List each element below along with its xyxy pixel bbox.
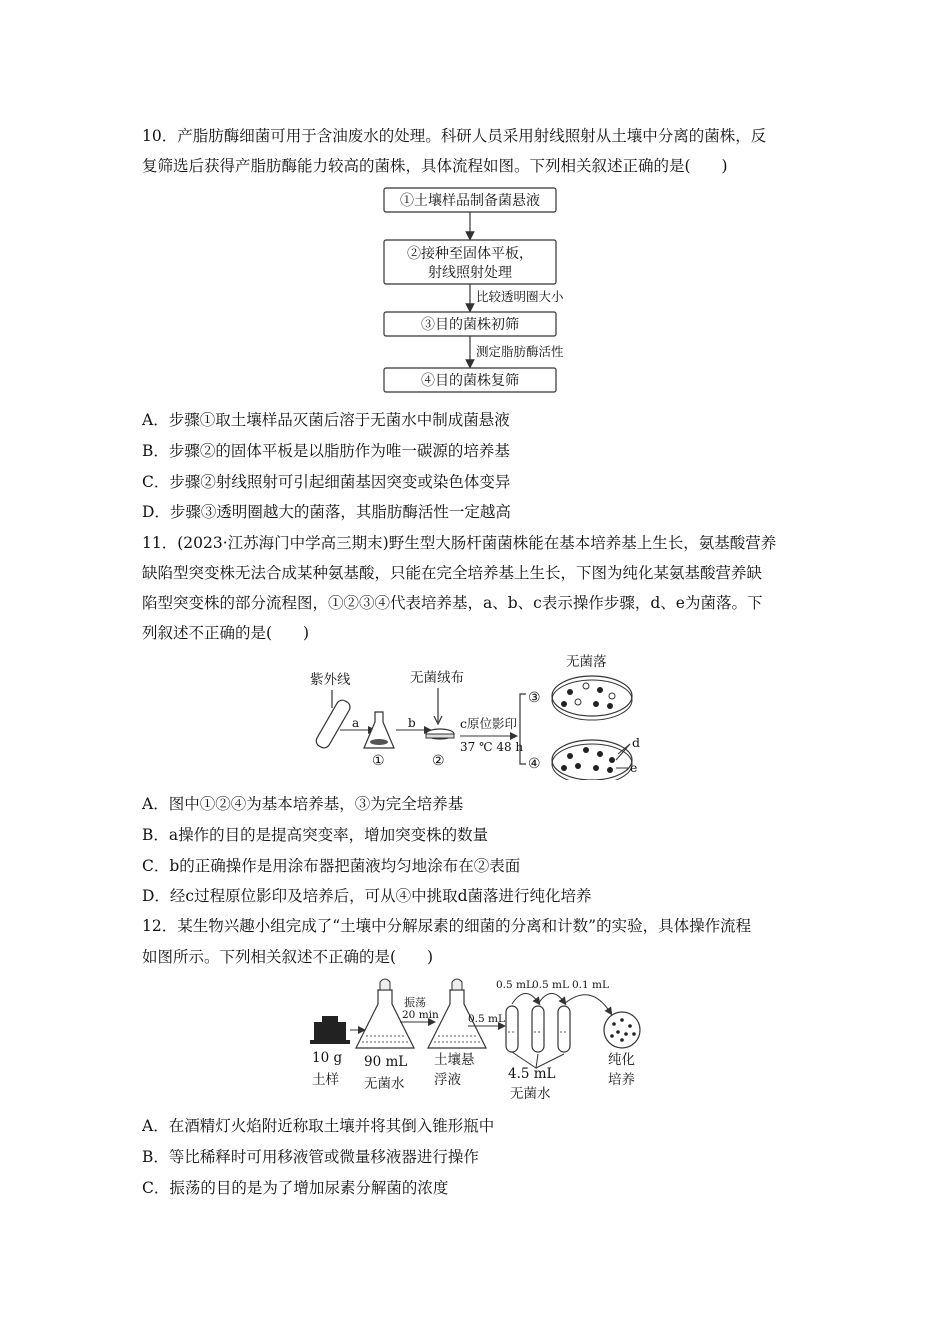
purify-label-line2: 培养 (608, 1072, 635, 1088)
tube-water-label: 无菌水 (510, 1086, 551, 1102)
velvet-label: 无菌绒布 (410, 670, 464, 686)
flow-step-3: ③目的菌株初筛 (421, 317, 519, 333)
medium-4-label: ④ (528, 756, 541, 772)
q11-stem-line1: 11．(2023·江苏海门中学高三期末)野生型大肠杆菌菌株能在基本培养基上生长，氨基酸营养 (142, 534, 777, 552)
tube-amount-label: 4.5 mL (508, 1066, 556, 1082)
q11-option-d: D．经c过程原位影印及培养后，可从④中挑取d菌落进行纯化培养 (142, 887, 592, 905)
purify-label-line1: 纯化 (608, 1052, 635, 1068)
no-colony-label: 无菌落 (566, 654, 607, 670)
soil-amount-label: 10 g (312, 1050, 343, 1066)
suspension-label-line1: 土壤悬 (434, 1052, 475, 1068)
dilution-tubes-icon (506, 993, 610, 1068)
q11-option-b: B．a操作的目的是提高突变率，增加突变株的数量 (142, 826, 489, 844)
medium-1-label: ① (372, 753, 385, 769)
q11-replica-plating-figure (300, 650, 670, 780)
plate-4-icon (552, 740, 632, 780)
culture-condition-label: 37 ℃ 48 h (460, 740, 524, 754)
soil-label: 土样 (312, 1072, 339, 1088)
q11-stem-line2: 缺陷型突变株无法合成某种氨基酸，只能在完全培养基上生长，下图为纯化某氨基酸营养缺 (142, 564, 763, 582)
medium-2-label: ② (432, 753, 445, 769)
q11-option-c: C．b的正确操作是用涂布器把菌液均匀地涂布在②表面 (142, 857, 521, 875)
flow-step-2-line2: 射线照射处理 (428, 265, 512, 281)
q12-option-c: C．振荡的目的是为了增加尿素分解菌的浓度 (142, 1179, 449, 1197)
volume-1-label: 0.5 mL (468, 1013, 505, 1025)
q10-stem-line2: 复筛选后获得产脂肪酶能力较高的菌株，具体流程如图。下列相关叙述正确的是( ) (142, 157, 728, 175)
q10-flowchart (370, 184, 590, 396)
water-amount-label: 90 mL (364, 1054, 408, 1070)
volume-2-label: 0.5 mL (496, 979, 533, 991)
uv-lamp-icon (314, 698, 352, 750)
flow-step-4: ④目的菌株复筛 (421, 373, 519, 389)
uv-label: 紫外线 (310, 672, 351, 688)
q11-stem-line3: 陷型突变株的部分流程图，①②③④代表培养基，a、b、c表示操作步骤，d、e为菌落。下 (142, 594, 763, 612)
flow-step-1: ①土壤样品制备菌悬液 (400, 193, 540, 209)
plate-2-icon (426, 729, 454, 739)
step-c-label: c原位影印 (460, 716, 518, 731)
step-b-label: b (408, 716, 416, 730)
q10-option-b: B．步骤②的固体平板是以脂肪作为唯一碳源的培养基 (142, 442, 510, 460)
flow-arrow-label-3: 测定脂肪酶活性 (476, 344, 564, 359)
q12-option-b: B．等比稀释时可用移液管或微量移液器进行操作 (142, 1148, 479, 1166)
colony-d-label: d (632, 735, 641, 750)
q12-stem-line2: 如图所示。下列相关叙述不正确的是( ) (142, 948, 434, 966)
sterile-water-label: 无菌水 (364, 1076, 405, 1092)
q12-stem-line1: 12．某生物兴趣小组完成了“土壤中分解尿素的细菌的分离和计数”的实验，具体操作流程 (142, 917, 752, 935)
shake-time-label: 20 min (402, 1009, 439, 1021)
q12-dilution-figure (300, 972, 660, 1104)
q12-option-a: A．在酒精灯火焰附近称取土壤并将其倒入锥形瓶中 (142, 1117, 495, 1135)
q10-option-d: D．步骤③透明圈越大的菌落，其脂肪酶活性一定越高 (142, 503, 511, 521)
step-a-label: a (352, 716, 360, 730)
culture-plate-icon (604, 1012, 640, 1048)
shake-label: 振荡 (404, 996, 426, 1009)
flow-step-2-line1: ②接种至固体平板， (407, 246, 533, 262)
volume-4-label: 0.1 mL (572, 979, 609, 991)
q11-option-a: A．图中①②④为基本培养基，③为完全培养基 (142, 795, 464, 813)
q11-stem-line4: 列叙述不正确的是( ) (142, 624, 310, 642)
colony-e-label: e (630, 760, 638, 775)
q10-stem-line1: 10．产脂肪酶细菌可用于含油废水的处理。科研人员采用射线照射从土壤中分离的菌株，反 (142, 127, 767, 145)
flow-arrow-label-2: 比较透明圈大小 (476, 289, 564, 304)
q10-option-a: A．步骤①取土壤样品灭菌后溶于无菌水中制成菌悬液 (142, 411, 510, 429)
suspension-label-line2: 浮液 (434, 1072, 461, 1088)
medium-3-label: ③ (528, 690, 541, 706)
q10-option-c: C．步骤②射线照射可引起细菌基因突变或染色体变异 (142, 473, 511, 491)
plate-3-icon (552, 676, 632, 720)
volume-3-label: 0.5 mL (532, 979, 569, 991)
soil-sample-icon (310, 1016, 350, 1044)
